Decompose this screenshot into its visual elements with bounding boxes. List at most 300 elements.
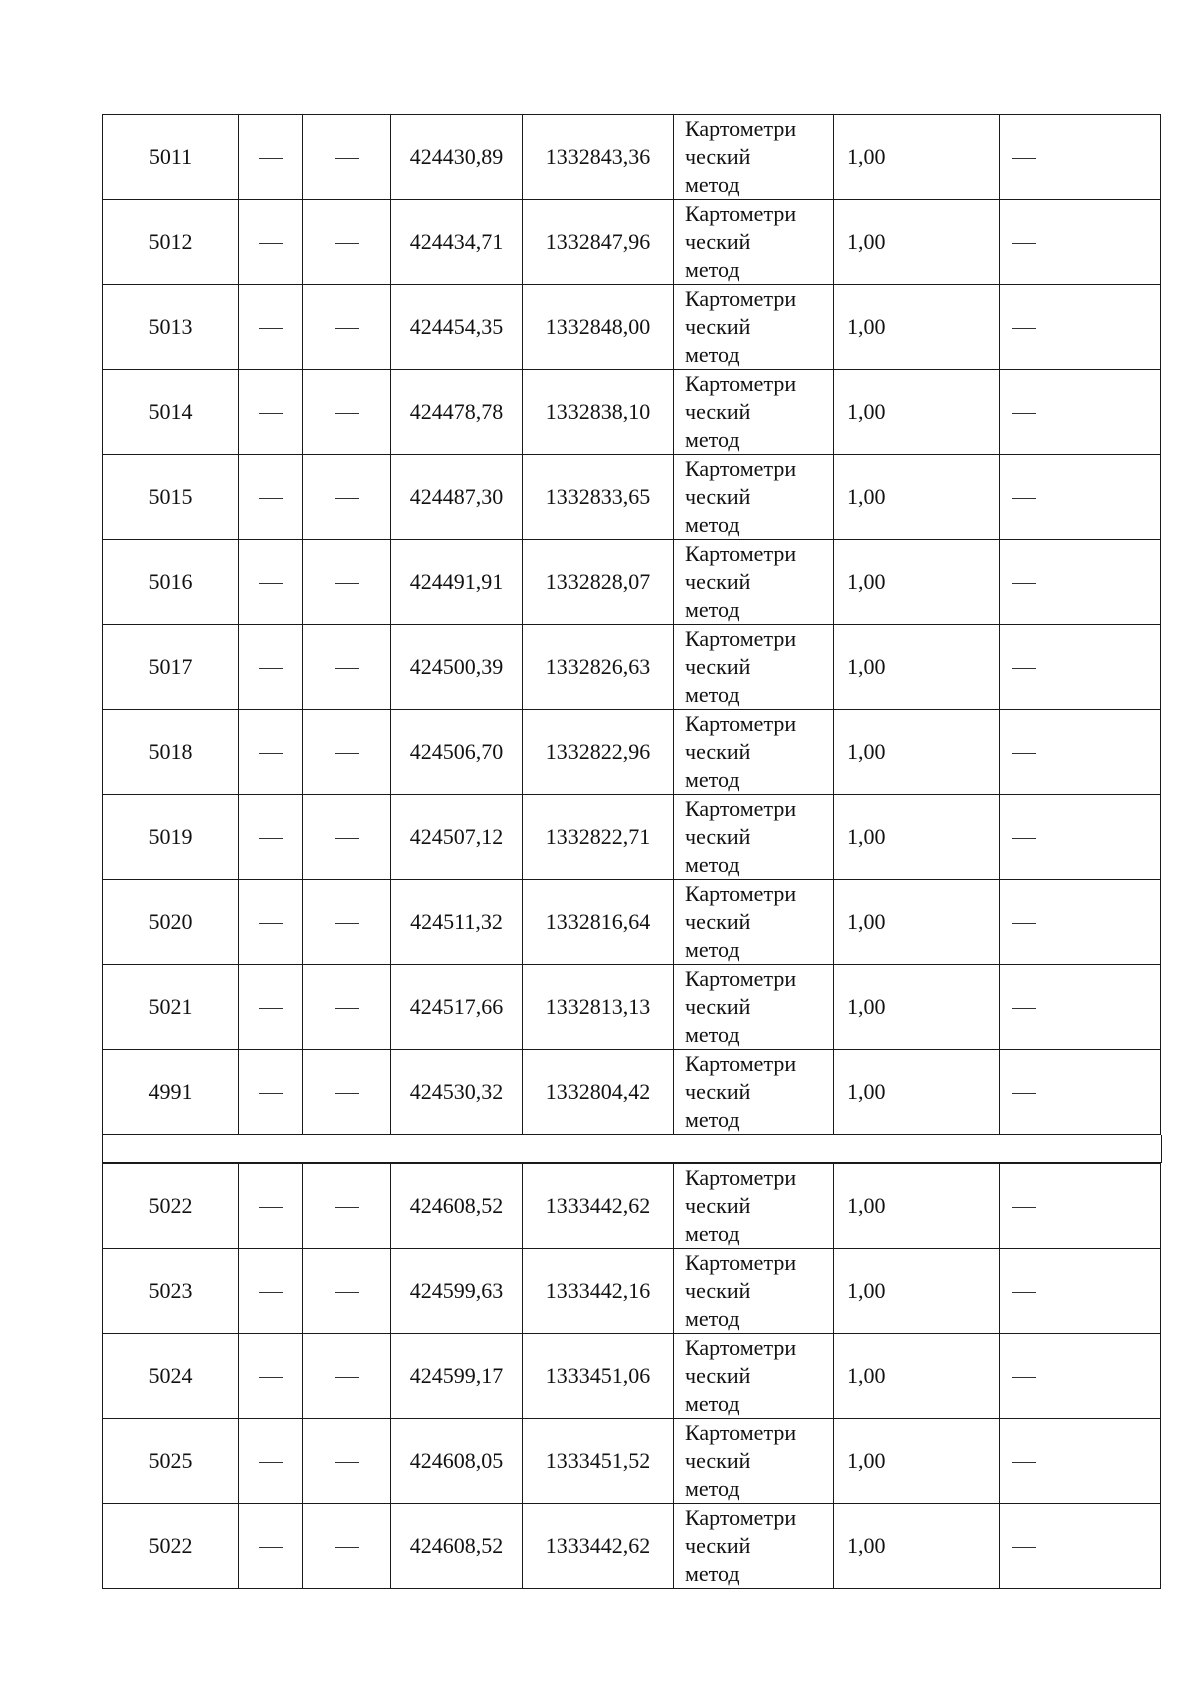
y-coordinate-cell <box>523 795 674 880</box>
accuracy-cell <box>834 200 1000 285</box>
dash-mark <box>1012 1008 1036 1009</box>
x-coordinate: 424506,70 <box>409 739 504 764</box>
x-coordinate-cell <box>391 1419 523 1504</box>
empty-value-cell <box>239 455 303 540</box>
empty-value-cell <box>303 370 391 455</box>
x-coordinate: 424517,66 <box>409 994 504 1019</box>
method-line: ческий <box>685 569 751 594</box>
empty-value-cell <box>239 1249 303 1334</box>
point-number-cell <box>103 370 239 455</box>
empty-value-cell <box>239 1050 303 1135</box>
dash-mark <box>335 583 359 584</box>
point-number: 5025 <box>148 1448 193 1473</box>
point-number: 5013 <box>148 314 193 339</box>
point-number: 5012 <box>148 229 193 254</box>
method-line: Картометри <box>685 711 797 736</box>
dash-mark <box>1012 1377 1036 1378</box>
note-cell <box>1000 115 1161 200</box>
method-line: Картометри <box>685 1250 797 1275</box>
method-line: Картометри <box>685 286 797 311</box>
dash-mark <box>259 1207 283 1208</box>
method-cell <box>674 710 834 795</box>
method-line: ческий <box>685 994 751 1019</box>
method-line: метод <box>685 682 740 707</box>
note-cell <box>1000 965 1161 1050</box>
method-cell <box>674 1419 834 1504</box>
point-number: 5014 <box>148 399 193 424</box>
accuracy-cell <box>834 1419 1000 1504</box>
method-line: ческий <box>685 314 751 339</box>
method-cell <box>674 625 834 710</box>
method-line: Картометри <box>685 1165 797 1190</box>
point-number: 5024 <box>148 1363 193 1388</box>
accuracy-cell <box>834 880 1000 965</box>
empty-value-cell <box>239 370 303 455</box>
y-coordinate: 1333451,06 <box>545 1363 651 1388</box>
y-coordinate: 1332816,64 <box>545 909 651 934</box>
method-line: Картометри <box>685 541 797 566</box>
dash-mark <box>259 1008 283 1009</box>
table-body-top <box>103 115 1161 1135</box>
point-number-cell <box>103 710 239 795</box>
dash-mark <box>259 1547 283 1548</box>
y-coordinate: 1332828,07 <box>545 569 651 594</box>
point-number-cell <box>103 200 239 285</box>
point-number: 4991 <box>148 1079 193 1104</box>
method-cell <box>674 880 834 965</box>
accuracy-value: 1,00 <box>847 1193 886 1218</box>
method-line: метод <box>685 937 740 962</box>
y-coordinate: 1332843,36 <box>545 144 651 169</box>
table-row <box>103 710 1161 795</box>
point-number: 5020 <box>148 909 193 934</box>
empty-value-cell <box>239 795 303 880</box>
y-coordinate: 1332847,96 <box>545 229 651 254</box>
dash-mark <box>259 328 283 329</box>
y-coordinate-cell <box>523 285 674 370</box>
method-line: Картометри <box>685 966 797 991</box>
point-number: 5019 <box>148 824 193 849</box>
method-line: Картометри <box>685 456 797 481</box>
dash-mark <box>259 1093 283 1094</box>
y-coordinate-cell <box>523 115 674 200</box>
empty-value-cell <box>303 200 391 285</box>
point-number-cell <box>103 1334 239 1419</box>
note-cell <box>1000 455 1161 540</box>
point-number: 5017 <box>148 654 193 679</box>
point-number: 5021 <box>148 994 193 1019</box>
method-cell <box>674 455 834 540</box>
empty-value-cell <box>239 540 303 625</box>
dash-mark <box>259 753 283 754</box>
accuracy-cell <box>834 285 1000 370</box>
x-coordinate-cell <box>391 455 523 540</box>
table-row <box>103 540 1161 625</box>
note-cell <box>1000 795 1161 880</box>
method-cell <box>674 200 834 285</box>
empty-value-cell <box>239 1164 303 1249</box>
method-line: ческий <box>685 1533 751 1558</box>
x-coordinate-cell <box>391 1050 523 1135</box>
dash-mark <box>259 668 283 669</box>
method-line: ческий <box>685 1079 751 1104</box>
x-coordinate: 424608,52 <box>409 1533 504 1558</box>
method-line: метод <box>685 852 740 877</box>
x-coordinate: 424491,91 <box>409 569 504 594</box>
point-number-cell <box>103 1164 239 1249</box>
y-coordinate-cell <box>523 1249 674 1334</box>
point-number: 5018 <box>148 739 193 764</box>
method-cell <box>674 285 834 370</box>
method-line: метод <box>685 172 740 197</box>
table-row <box>103 1334 1161 1419</box>
x-coordinate: 424430,89 <box>409 144 504 169</box>
table-separator-row <box>102 1135 1162 1163</box>
dash-mark <box>259 1292 283 1293</box>
y-coordinate-cell <box>523 1050 674 1135</box>
y-coordinate-cell <box>523 200 674 285</box>
note-cell <box>1000 710 1161 795</box>
dash-mark <box>335 498 359 499</box>
empty-value-cell <box>303 1050 391 1135</box>
y-coordinate: 1333442,16 <box>545 1278 651 1303</box>
table-row <box>103 1504 1161 1589</box>
method-line: Картометри <box>685 1335 797 1360</box>
x-coordinate: 424507,12 <box>409 824 504 849</box>
method-cell <box>674 1050 834 1135</box>
x-coordinate-cell <box>391 1249 523 1334</box>
accuracy-value: 1,00 <box>847 994 886 1019</box>
empty-value-cell <box>303 710 391 795</box>
empty-value-cell <box>303 880 391 965</box>
dash-mark <box>335 243 359 244</box>
point-number: 5011 <box>148 144 193 169</box>
empty-value-cell <box>303 1334 391 1419</box>
point-number-cell <box>103 285 239 370</box>
accuracy-value: 1,00 <box>847 1278 886 1303</box>
method-cell <box>674 540 834 625</box>
accuracy-value: 1,00 <box>847 824 886 849</box>
method-line: метод <box>685 1107 740 1132</box>
accuracy-value: 1,00 <box>847 1533 886 1558</box>
point-number-cell <box>103 795 239 880</box>
point-number-cell <box>103 115 239 200</box>
coordinates-table-bottom <box>102 1163 1161 1589</box>
table-row <box>103 455 1161 540</box>
method-line: Картометри <box>685 201 797 226</box>
method-line: метод <box>685 597 740 622</box>
empty-value-cell <box>239 200 303 285</box>
dash-mark <box>1012 243 1036 244</box>
dash-mark <box>335 923 359 924</box>
method-line: метод <box>685 427 740 452</box>
empty-value-cell <box>239 1334 303 1419</box>
point-number: 5022 <box>148 1193 193 1218</box>
method-line: Картометри <box>685 881 797 906</box>
empty-value-cell <box>303 1419 391 1504</box>
accuracy-cell <box>834 625 1000 710</box>
note-cell <box>1000 1249 1161 1334</box>
accuracy-cell <box>834 965 1000 1050</box>
method-line: метод <box>685 257 740 282</box>
x-coordinate: 424434,71 <box>409 229 504 254</box>
y-coordinate: 1332822,71 <box>545 824 651 849</box>
accuracy-cell <box>834 1164 1000 1249</box>
accuracy-cell <box>834 370 1000 455</box>
dash-mark <box>1012 328 1036 329</box>
method-cell <box>674 795 834 880</box>
x-coordinate: 424599,63 <box>409 1278 504 1303</box>
empty-value-cell <box>239 1504 303 1589</box>
method-line: ческий <box>685 909 751 934</box>
dash-mark <box>1012 498 1036 499</box>
x-coordinate-cell <box>391 880 523 965</box>
method-cell <box>674 370 834 455</box>
accuracy-value: 1,00 <box>847 654 886 679</box>
method-line: ческий <box>685 1448 751 1473</box>
y-coordinate: 1332826,63 <box>545 654 651 679</box>
method-line: Картометри <box>685 1420 797 1445</box>
table-row <box>103 1419 1161 1504</box>
dash-mark <box>1012 1547 1036 1548</box>
y-coordinate: 1333442,62 <box>545 1533 651 1558</box>
y-coordinate-cell <box>523 1164 674 1249</box>
table-row <box>103 1050 1161 1135</box>
note-cell <box>1000 540 1161 625</box>
empty-value-cell <box>239 625 303 710</box>
note-cell <box>1000 285 1161 370</box>
point-number-cell <box>103 455 239 540</box>
y-coordinate-cell <box>523 710 674 795</box>
x-coordinate: 424511,32 <box>410 909 503 934</box>
point-number-cell <box>103 880 239 965</box>
table-row <box>103 200 1161 285</box>
empty-value-cell <box>303 1164 391 1249</box>
y-coordinate: 1332804,42 <box>545 1079 651 1104</box>
method-cell <box>674 965 834 1050</box>
x-coordinate-cell <box>391 965 523 1050</box>
x-coordinate-cell <box>391 1334 523 1419</box>
method-line: метод <box>685 512 740 537</box>
dash-mark <box>335 1093 359 1094</box>
empty-value-cell <box>303 285 391 370</box>
table-row <box>103 965 1161 1050</box>
point-number: 5016 <box>148 569 193 594</box>
y-coordinate-cell <box>523 540 674 625</box>
x-coordinate-cell <box>391 1504 523 1589</box>
table-row <box>103 285 1161 370</box>
table-row <box>103 1164 1161 1249</box>
method-line: Картометри <box>685 1505 797 1530</box>
point-number-cell <box>103 1504 239 1589</box>
x-coordinate: 424530,32 <box>409 1079 504 1104</box>
note-cell <box>1000 200 1161 285</box>
y-coordinate: 1332813,13 <box>545 994 651 1019</box>
dash-mark <box>1012 583 1036 584</box>
accuracy-cell <box>834 455 1000 540</box>
table-body-bottom <box>103 1164 1161 1589</box>
x-coordinate-cell <box>391 200 523 285</box>
method-line: ческий <box>685 1278 751 1303</box>
empty-value-cell <box>303 965 391 1050</box>
accuracy-value: 1,00 <box>847 1448 886 1473</box>
dash-mark <box>1012 1093 1036 1094</box>
y-coordinate: 1332838,10 <box>545 399 651 424</box>
method-line: метод <box>685 767 740 792</box>
note-cell <box>1000 880 1161 965</box>
accuracy-value: 1,00 <box>847 484 886 509</box>
y-coordinate: 1333442,62 <box>545 1193 651 1218</box>
x-coordinate: 424608,52 <box>409 1193 504 1218</box>
dash-mark <box>259 923 283 924</box>
y-coordinate: 1332848,00 <box>545 314 651 339</box>
note-cell <box>1000 1164 1161 1249</box>
dash-mark <box>259 498 283 499</box>
empty-value-cell <box>239 880 303 965</box>
accuracy-value: 1,00 <box>847 569 886 594</box>
y-coordinate-cell <box>523 370 674 455</box>
point-number-cell <box>103 1419 239 1504</box>
dash-mark <box>1012 1207 1036 1208</box>
method-line: ческий <box>685 1363 751 1388</box>
point-number-cell <box>103 1050 239 1135</box>
x-coordinate: 424500,39 <box>409 654 504 679</box>
dash-mark <box>335 1008 359 1009</box>
accuracy-cell <box>834 1249 1000 1334</box>
method-line: ческий <box>685 1193 751 1218</box>
accuracy-cell <box>834 1504 1000 1589</box>
x-coordinate-cell <box>391 540 523 625</box>
accuracy-value: 1,00 <box>847 739 886 764</box>
note-cell <box>1000 1334 1161 1419</box>
point-number: 5015 <box>148 484 193 509</box>
dash-mark <box>335 1462 359 1463</box>
method-line: метод <box>685 1022 740 1047</box>
x-coordinate: 424454,35 <box>409 314 504 339</box>
point-number: 5023 <box>148 1278 193 1303</box>
empty-value-cell <box>303 625 391 710</box>
method-line: ческий <box>685 229 751 254</box>
x-coordinate-cell <box>391 795 523 880</box>
accuracy-cell <box>834 115 1000 200</box>
table-row <box>103 115 1161 200</box>
dash-mark <box>259 583 283 584</box>
point-number: 5022 <box>148 1533 193 1558</box>
accuracy-value: 1,00 <box>847 1079 886 1104</box>
method-line: Картометри <box>685 371 797 396</box>
dash-mark <box>335 328 359 329</box>
dash-mark <box>1012 923 1036 924</box>
method-line: ческий <box>685 399 751 424</box>
method-line: метод <box>685 1561 740 1586</box>
accuracy-cell <box>834 710 1000 795</box>
table-row <box>103 880 1161 965</box>
coordinates-sheet <box>102 114 1160 1589</box>
dash-mark <box>259 158 283 159</box>
x-coordinate-cell <box>391 625 523 710</box>
point-number-cell <box>103 965 239 1050</box>
dash-mark <box>335 753 359 754</box>
empty-value-cell <box>303 1504 391 1589</box>
y-coordinate-cell <box>523 965 674 1050</box>
x-coordinate: 424599,17 <box>409 1363 504 1388</box>
method-line: ческий <box>685 739 751 764</box>
method-line: метод <box>685 1476 740 1501</box>
dash-mark <box>1012 838 1036 839</box>
point-number-cell <box>103 625 239 710</box>
y-coordinate-cell <box>523 1334 674 1419</box>
method-line: Картометри <box>685 116 797 141</box>
empty-value-cell <box>239 285 303 370</box>
empty-value-cell <box>239 1419 303 1504</box>
dash-mark <box>1012 158 1036 159</box>
accuracy-cell <box>834 1334 1000 1419</box>
dash-mark <box>335 158 359 159</box>
dash-mark <box>335 668 359 669</box>
accuracy-value: 1,00 <box>847 229 886 254</box>
accuracy-value: 1,00 <box>847 909 886 934</box>
x-coordinate-cell <box>391 710 523 795</box>
dash-mark <box>259 413 283 414</box>
method-cell <box>674 1504 834 1589</box>
note-cell <box>1000 1504 1161 1589</box>
dash-mark <box>335 838 359 839</box>
y-coordinate-cell <box>523 625 674 710</box>
y-coordinate-cell <box>523 1419 674 1504</box>
separator-bottom-border <box>103 1135 1161 1163</box>
x-coordinate-cell <box>391 115 523 200</box>
x-coordinate: 424478,78 <box>409 399 504 424</box>
accuracy-cell <box>834 1050 1000 1135</box>
note-cell <box>1000 625 1161 710</box>
method-line: метод <box>685 1391 740 1416</box>
y-coordinate-cell <box>523 1504 674 1589</box>
accuracy-value: 1,00 <box>847 1363 886 1388</box>
table-row <box>103 625 1161 710</box>
table-row <box>103 370 1161 455</box>
dash-mark <box>335 1292 359 1293</box>
dash-mark <box>1012 1292 1036 1293</box>
method-line: Картометри <box>685 1051 797 1076</box>
empty-value-cell <box>239 965 303 1050</box>
x-coordinate: 424608,05 <box>409 1448 504 1473</box>
dash-mark <box>335 413 359 414</box>
dash-mark <box>1012 1462 1036 1463</box>
empty-value-cell <box>303 540 391 625</box>
empty-value-cell <box>303 115 391 200</box>
method-line: метод <box>685 342 740 367</box>
dash-mark <box>335 1547 359 1548</box>
accuracy-cell <box>834 540 1000 625</box>
y-coordinate: 1332833,65 <box>545 484 651 509</box>
empty-value-cell <box>239 710 303 795</box>
accuracy-value: 1,00 <box>847 399 886 424</box>
method-line: метод <box>685 1306 740 1331</box>
empty-value-cell <box>303 455 391 540</box>
dash-mark <box>259 243 283 244</box>
method-cell <box>674 1164 834 1249</box>
dash-mark <box>1012 413 1036 414</box>
note-cell <box>1000 1419 1161 1504</box>
note-cell <box>1000 370 1161 455</box>
table-row <box>103 795 1161 880</box>
x-coordinate-cell <box>391 370 523 455</box>
accuracy-cell <box>834 795 1000 880</box>
method-line: ческий <box>685 654 751 679</box>
point-number-cell <box>103 1249 239 1334</box>
method-line: Картометри <box>685 796 797 821</box>
method-line: Картометри <box>685 626 797 651</box>
